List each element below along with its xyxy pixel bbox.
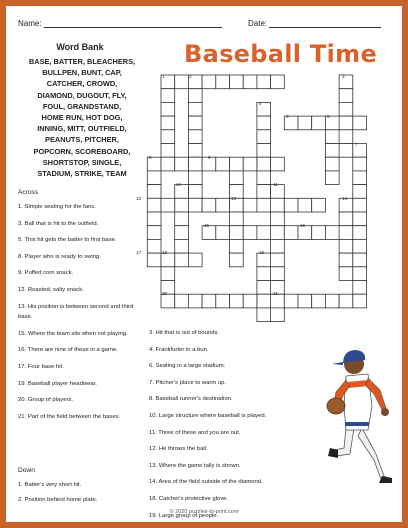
grid-cell[interactable]: [353, 253, 367, 267]
grid-cell[interactable]: [325, 226, 339, 240]
date-label: Date:: [248, 19, 268, 28]
grid-cell[interactable]: [175, 75, 189, 89]
grid-cell[interactable]: [188, 144, 202, 158]
grid-cell[interactable]: [257, 294, 271, 308]
worksheet-page: [6, 6, 402, 522]
grid-cell[interactable]: [188, 157, 202, 171]
clue-down: 4. Frankfurter in a bun.: [149, 346, 209, 353]
grid-cell[interactable]: [230, 171, 244, 185]
grid-cell[interactable]: [216, 75, 230, 89]
grid-cell[interactable]: [339, 130, 353, 144]
baseball-player-illustration: [324, 336, 394, 486]
word-bank-line: BASE, BATTER, BLEACHERS,: [28, 57, 136, 66]
grid-cell[interactable]: [353, 171, 367, 185]
grid-cell[interactable]: [257, 144, 271, 158]
grid-cell[interactable]: [147, 239, 161, 253]
grid-cell[interactable]: [257, 130, 271, 144]
grid-cell[interactable]: [257, 267, 271, 281]
grid-cell[interactable]: [284, 198, 298, 212]
grid-cell[interactable]: [188, 116, 202, 130]
grid-cell[interactable]: [271, 198, 285, 212]
grid-cell[interactable]: [230, 253, 244, 267]
clue-across: 3. Ball that is hit to the outfield.: [18, 220, 99, 227]
grid-number: 10: [176, 182, 182, 187]
grid-number: 13: [231, 196, 237, 201]
grid-cell[interactable]: [188, 171, 202, 185]
down-heading: Down: [18, 467, 35, 474]
grid-number: 12: [136, 196, 142, 201]
grid-cell[interactable]: [175, 253, 189, 267]
grid-cell[interactable]: [257, 226, 271, 240]
crossword-grid[interactable]: [6, 6, 402, 336]
grid-number: 21: [273, 291, 279, 296]
grid-cell[interactable]: [271, 308, 285, 322]
grid-cell[interactable]: [353, 281, 367, 295]
clue-across: 8. Player who is ready to swing.: [18, 253, 101, 260]
grid-cell[interactable]: [202, 75, 216, 89]
grid-cell[interactable]: [325, 130, 339, 144]
word-bank-line: STADIUM, STRIKE, TEAM: [37, 169, 127, 179]
grid-number: 11: [273, 182, 278, 187]
grid-cell[interactable]: [353, 157, 367, 171]
grid-cell[interactable]: [230, 157, 244, 171]
grid-cell[interactable]: [202, 198, 216, 212]
grid-cell[interactable]: [188, 130, 202, 144]
grid-cell[interactable]: [188, 89, 202, 103]
across-heading: Across: [18, 189, 39, 196]
grid-cell[interactable]: [298, 198, 312, 212]
clue-across: 12. Roasted, salty snack.: [18, 286, 84, 293]
grid-cell[interactable]: [243, 75, 257, 89]
grid-number: 20: [162, 291, 168, 296]
grid-number: 18: [162, 250, 168, 255]
grid-cell[interactable]: [257, 281, 271, 295]
clue-across: 9. Puffed corn snack.: [18, 270, 74, 277]
grid-cell[interactable]: [161, 157, 175, 171]
grid-cell[interactable]: [147, 185, 161, 199]
grid-cell[interactable]: [188, 294, 202, 308]
grid-cell[interactable]: [147, 253, 161, 267]
grid-number: 3: [342, 74, 345, 79]
clue-across: 13. His position is between second and third base.: [18, 303, 134, 321]
grid-cell[interactable]: [353, 294, 367, 308]
grid-cell[interactable]: [271, 226, 285, 240]
grid-cell[interactable]: [161, 102, 175, 116]
grid-cell[interactable]: [257, 198, 271, 212]
clue-across: 15. Where the team sits when not playing.: [18, 330, 128, 337]
grid-cell[interactable]: [257, 308, 271, 322]
grid-cell[interactable]: [325, 157, 339, 171]
grid-number: 1: [162, 74, 165, 79]
grid-cell[interactable]: [230, 294, 244, 308]
grid-cell[interactable]: [353, 198, 367, 212]
grid-cell[interactable]: [243, 198, 257, 212]
grid-number: 16: [300, 223, 306, 228]
clue-down: 1. Batter's very short hit.: [18, 482, 82, 488]
grid-cell[interactable]: [312, 226, 326, 240]
grid-cell[interactable]: [216, 198, 230, 212]
grid-cell[interactable]: [147, 226, 161, 240]
clue-down: 19. Large group of people.: [149, 512, 219, 519]
grid-cell[interactable]: [257, 253, 271, 267]
page-title: Baseball Time: [184, 40, 378, 68]
clue-down: 13. Where the game tally is shown.: [149, 462, 241, 469]
grid-cell[interactable]: [339, 294, 353, 308]
word-bank-line: DIAMOND, DUGOUT, FLY,: [37, 90, 127, 100]
clue-down: 11. Three of these and you are out.: [149, 429, 241, 436]
word-bank-line: INNING, MITT, OUTFIELD,: [37, 124, 127, 134]
clue-down: 8. Baseball runner's destination.: [149, 396, 233, 403]
word-bank-line: FOUL, GRANDSTAND,: [42, 101, 122, 111]
grid-cell[interactable]: [271, 157, 285, 171]
grid-cell[interactable]: [175, 294, 189, 308]
clue-across: 20. Group of players.: [18, 397, 74, 404]
grid-cell[interactable]: [175, 212, 189, 226]
grid-cell[interactable]: [161, 130, 175, 144]
grid-cells[interactable]: [147, 75, 366, 322]
grid-number: 9: [208, 155, 211, 160]
grid-cell[interactable]: [175, 198, 189, 212]
grid-cell[interactable]: [243, 157, 257, 171]
grid-cell[interactable]: [339, 89, 353, 103]
grid-cell[interactable]: [271, 267, 285, 281]
grid-number: 5: [286, 114, 289, 119]
grid-cell[interactable]: [353, 116, 367, 130]
grid-cell[interactable]: [216, 294, 230, 308]
clue-down: 7. Pitcher's place to warm up.: [149, 379, 227, 386]
grid-cell[interactable]: [298, 294, 312, 308]
grid-cell[interactable]: [284, 294, 298, 308]
word-bank-line: BULLPEN, BUNT, CAP,: [42, 68, 122, 78]
grid-cell[interactable]: [339, 212, 353, 226]
word-bank-line: SHORTSTOP, SINGLE,: [42, 157, 122, 167]
grid-cell[interactable]: [175, 226, 189, 240]
word-bank-line: HOME RUN, HOT DOG,: [41, 113, 123, 123]
name-label: Name:: [18, 19, 42, 28]
grid-cell[interactable]: [271, 75, 285, 89]
grid-cell[interactable]: [230, 212, 244, 226]
grid-cell[interactable]: [325, 294, 339, 308]
grid-cell[interactable]: [339, 144, 353, 158]
grid-cell[interactable]: [271, 294, 285, 308]
grid-cell[interactable]: [175, 157, 189, 171]
grid-cell[interactable]: [188, 185, 202, 199]
grid-cell[interactable]: [339, 253, 353, 267]
copyright-footer: © 2020 puzzles-to-print.com: [169, 509, 239, 515]
down-clues-left: [18, 480, 148, 505]
grid-cell[interactable]: [312, 198, 326, 212]
grid-number: 4: [259, 101, 262, 106]
word-bank-title: Word Bank: [56, 42, 104, 52]
clue-across: 21. Part of the field between the bases.: [18, 413, 121, 420]
grid-cell[interactable]: [257, 185, 271, 199]
grid-cell[interactable]: [188, 198, 202, 212]
word-bank-line: POPCORN, SCOREBOARD,: [33, 146, 131, 156]
clue-down: 6. Seating in a large stadium.: [149, 363, 226, 370]
grid-cell[interactable]: [202, 294, 216, 308]
clue-down: 14. Area of the field outside of the diamond.: [149, 479, 263, 486]
grid-cell[interactable]: [230, 226, 244, 240]
grid-cell[interactable]: [312, 116, 326, 130]
grid-cell[interactable]: [353, 239, 367, 253]
grid-cell[interactable]: [284, 226, 298, 240]
grid-cell[interactable]: [161, 294, 175, 308]
grid-cell[interactable]: [243, 294, 257, 308]
grid-cell[interactable]: [339, 102, 353, 116]
grid-cell[interactable]: [257, 116, 271, 130]
grid-cell[interactable]: [271, 239, 285, 253]
word-bank-line: CATCHER, CROWD,: [46, 79, 118, 89]
grid-number: 19: [259, 250, 265, 255]
grid-cell[interactable]: [161, 116, 175, 130]
clue-across: 19. Baseball player headwear.: [18, 380, 97, 387]
grid-cell[interactable]: [271, 212, 285, 226]
grid-number: 2: [189, 74, 192, 79]
clue-across: 17. Four base hit.: [18, 363, 64, 370]
grid-cell[interactable]: [353, 226, 367, 240]
word-bank-line: PEANUTS, PITCHER,: [45, 135, 119, 145]
grid-cell[interactable]: [339, 239, 353, 253]
grid-cell[interactable]: [325, 144, 339, 158]
grid-number: 14: [342, 196, 348, 201]
clue-down: 18. Catcher's protective glove.: [149, 495, 229, 502]
grid-cell[interactable]: [147, 171, 161, 185]
grid-number: 17: [136, 250, 142, 255]
grid-number: 7: [355, 142, 358, 147]
grid-cell[interactable]: [216, 226, 230, 240]
clue-down: 3. Hit that is out of bounds.: [149, 330, 220, 336]
grid-cell[interactable]: [353, 185, 367, 199]
grid-cell[interactable]: [188, 253, 202, 267]
grid-cell[interactable]: [230, 239, 244, 253]
grid-cell[interactable]: [312, 294, 326, 308]
grid-number: 15: [204, 223, 210, 228]
clue-across: 16. There are nine of these in a game.: [18, 347, 118, 354]
grid-cell[interactable]: [147, 198, 161, 212]
grid-cell[interactable]: [271, 253, 285, 267]
grid-cell[interactable]: [243, 226, 257, 240]
grid-cell[interactable]: [339, 116, 353, 130]
grid-cell[interactable]: [161, 144, 175, 158]
grid-cell[interactable]: [353, 267, 367, 281]
grid-cell[interactable]: [161, 89, 175, 103]
grid-number: 6: [327, 114, 330, 119]
grid-cell[interactable]: [298, 116, 312, 130]
grid-cell[interactable]: [216, 157, 230, 171]
clue-across: 5. This hit gets the batter to first base.: [18, 237, 117, 244]
grid-cell[interactable]: [175, 239, 189, 253]
grid-cell[interactable]: [147, 212, 161, 226]
grid-cell[interactable]: [257, 75, 271, 89]
grid-cell[interactable]: [257, 171, 271, 185]
down-clues-right: [149, 328, 329, 521]
grid-cell[interactable]: [161, 267, 175, 281]
grid-cell[interactable]: [161, 198, 175, 212]
clue-across: 1. Simple seating for the fans.: [18, 204, 96, 210]
clue-down: 10. Large structure where baseball is played.: [149, 412, 267, 419]
grid-cell[interactable]: [353, 212, 367, 226]
grid-cell[interactable]: [339, 267, 353, 281]
grid-cell[interactable]: [230, 75, 244, 89]
grid-cell[interactable]: [257, 157, 271, 171]
grid-cell[interactable]: [161, 253, 175, 267]
clue-down: 12. He throws the ball.: [149, 446, 208, 453]
grid-number: 8: [149, 155, 152, 160]
grid-cell[interactable]: [325, 171, 339, 185]
grid-cell[interactable]: [188, 102, 202, 116]
grid-cell[interactable]: [339, 226, 353, 240]
clue-down: 2. Position behind home plate.: [18, 496, 98, 503]
